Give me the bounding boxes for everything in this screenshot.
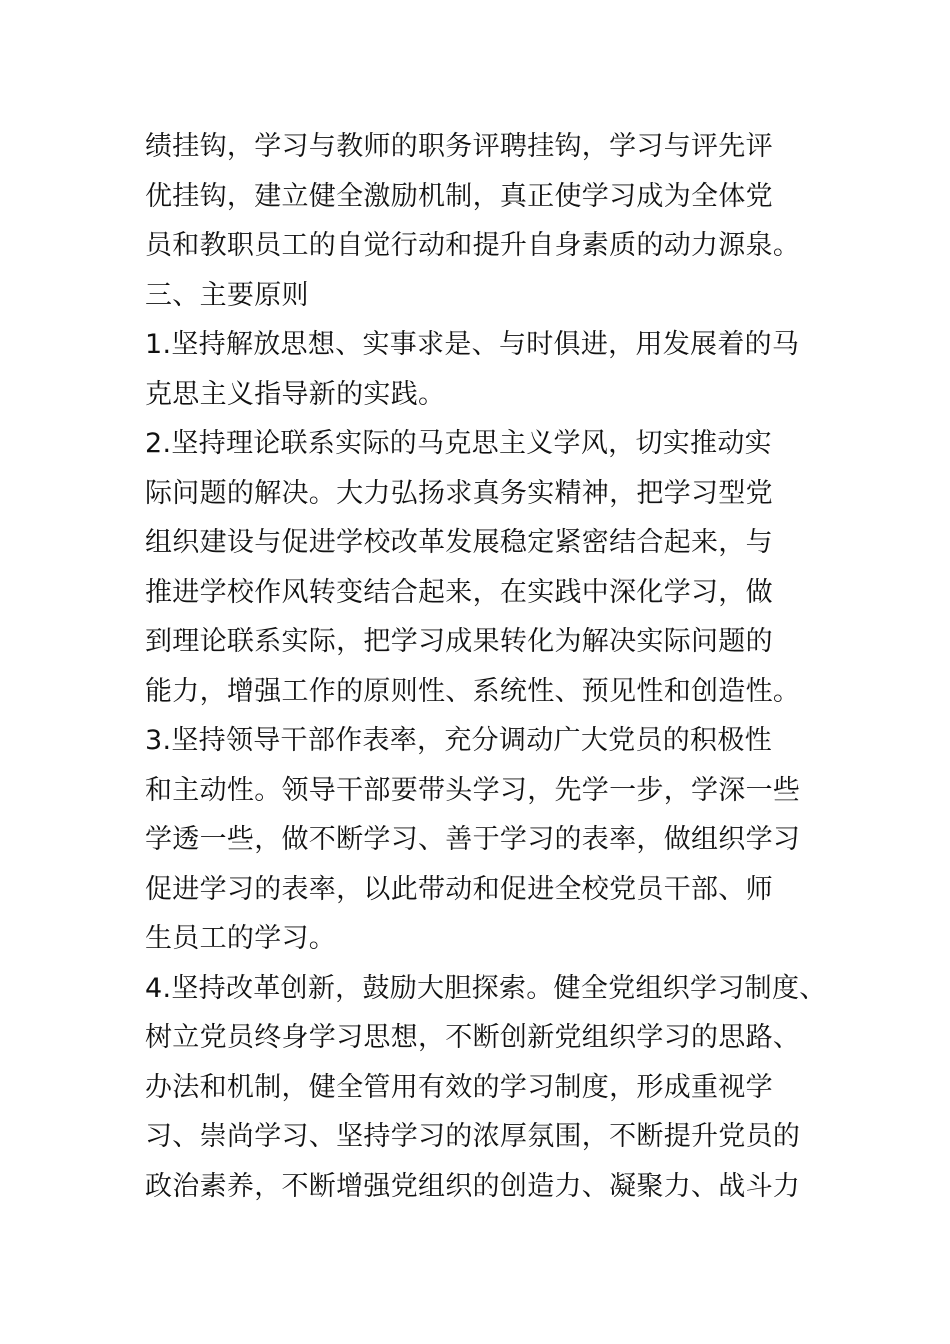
text-line: 2.坚持理论联系实际的马克思主义学风，切实推动实 <box>145 428 772 459</box>
text-line: 优挂钩，建立健全激励机制，真正使学习成为全体党 <box>145 180 773 212</box>
text-line: 推进学校作风转变结合起来，在实践中深化学习，做 <box>145 576 773 608</box>
text-line: 促进学习的表率，以此带动和促进全校党员干部、师 <box>145 873 773 905</box>
text-line: 能力，增强工作的原则性、系统性、预见性和创造性。 <box>145 675 801 707</box>
text-line: 组织建设与促进学校改革发展稳定紧密结合起来，与 <box>145 527 773 558</box>
text-line: 政治素养，不断增强党组织的创造力、凝聚力、战斗力 <box>145 1170 801 1202</box>
text-line: 和主动性。领导干部要带头学习，先学一步，学深一些 <box>145 774 801 806</box>
text-line: 习、崇尚学习、坚持学习的浓厚氛围，不断提升党员的 <box>145 1121 801 1152</box>
text-line: 际问题的解决。大力弘扬求真务实精神，把学习型党 <box>145 477 773 509</box>
text-line: 1.坚持解放思想、实事求是、与时俱进，用发展着的马 <box>145 329 800 360</box>
document-body <box>145 122 845 1211</box>
text-line: 4.坚持改革创新，鼓励大胆探索。健全党组织学习制度、 <box>145 972 827 1004</box>
text-line: 员和教职员工的自觉行动和提升自身素质的动力源泉。 <box>145 230 801 261</box>
text-line: 树立党员终身学习思想，不断创新党组织学习的思路、 <box>145 1022 801 1053</box>
text-line: 生员工的学习。 <box>145 923 337 954</box>
text-line: 克思主义指导新的实践。 <box>145 378 446 410</box>
text-line: 办法和机制，健全管用有效的学习制度，形成重视学 <box>145 1071 773 1103</box>
text-line: 3.坚持领导干部作表率，充分调动广大党员的积极性 <box>145 725 772 756</box>
text-line: 到理论联系实际，把学习成果转化为解决实际问题的 <box>145 626 773 657</box>
text-line: 学透一些，做不断学习、善于学习的表率，做组织学习 <box>145 824 801 855</box>
text-line: 绩挂钩，学习与教师的职务评聘挂钩，学习与评先评 <box>145 131 773 162</box>
section-heading: 三、主要原则 <box>145 279 309 311</box>
